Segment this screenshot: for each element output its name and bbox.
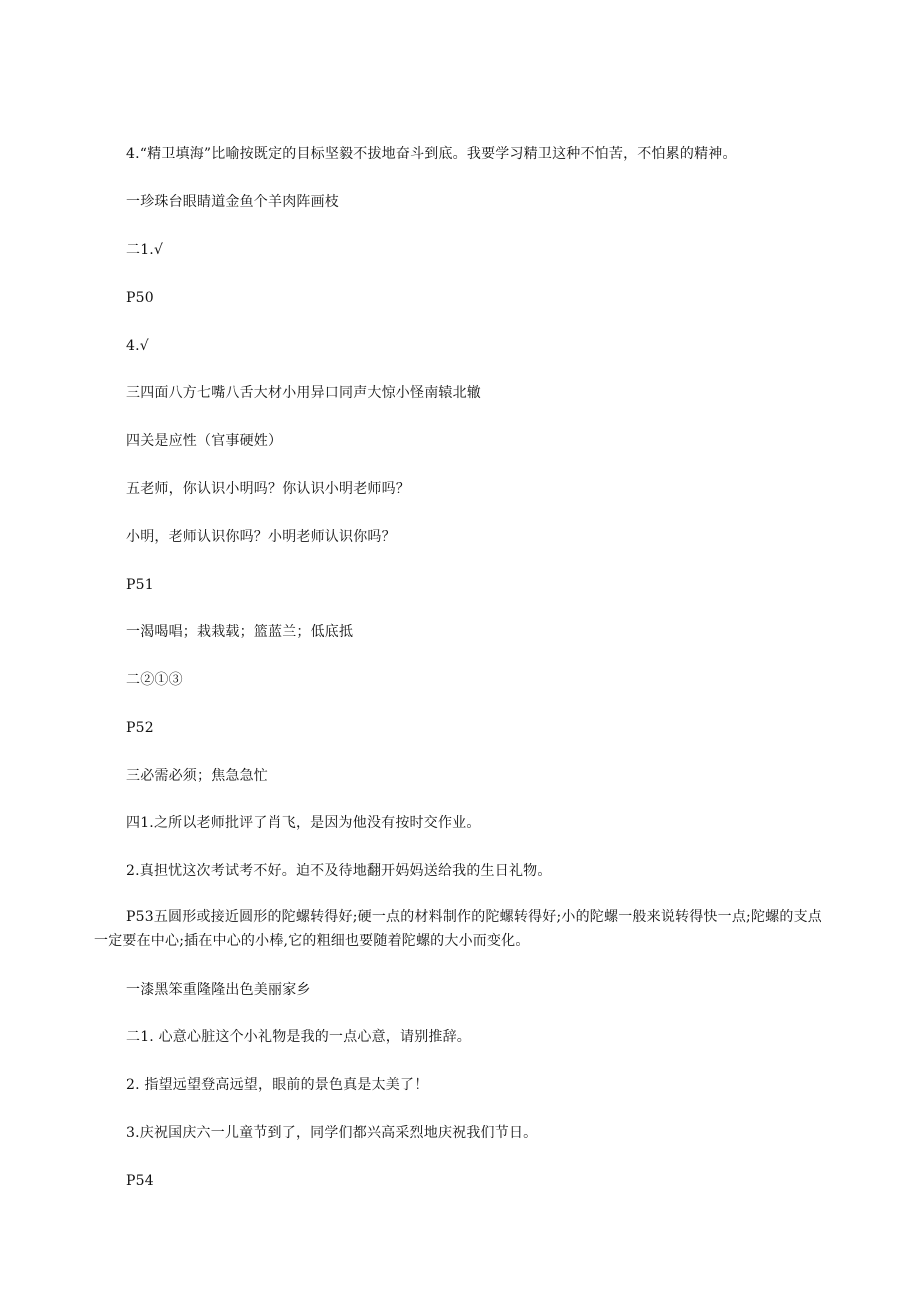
text-line-check-4: 4.√ <box>126 338 149 354</box>
text-line-section-3: 三必需必须；焦急急忙 <box>126 768 268 784</box>
text-line-qingzhu: 3.庆祝国庆六一儿童节到了，同学们都兴高采烈地庆祝我们节日。 <box>126 1125 538 1141</box>
text-line-section-2: 二1.√ <box>126 242 164 258</box>
page-label-p50: P50 <box>126 290 154 306</box>
text-line-homophones: 一渴喝唱；栽栽载；篮蓝兰；低底抵 <box>126 624 354 640</box>
text-line-xiaoming: 小明，老师认识你吗？小明老师认识你吗？ <box>126 529 396 545</box>
text-line-section-5: 五老师，你认识小明吗？你认识小明老师吗？ <box>126 481 410 497</box>
text-line-section-1: 一珍珠台眼睛道金鱼个羊肉阵画枝 <box>126 194 339 210</box>
text-line-zhiwang: 2. 指望远望登高远望，眼前的景色真是太美了！ <box>126 1077 429 1093</box>
page-label-p51: P51 <box>126 577 154 593</box>
paragraph-p53: P53五圆形或接近圆形的陀螺转得好;硬一点的材料制作的陀螺转得好;小的陀螺一般来说转得快一点;陀螺的支点一定要在中心;插在中心的小棒,它的粗细也要随着陀螺的大小而变化。 <box>94 909 822 949</box>
text-line-section-4: 四关是应性（官事硬姓） <box>126 433 283 449</box>
text-line-sentence-2: 2.真担忧这次考试考不好。迫不及待地翻开妈妈送给我的生日礼物。 <box>126 863 552 879</box>
text-line-sentence-1: 四1.之所以老师批评了肖飞，是因为他没有按时交作业。 <box>126 815 481 831</box>
text-line-words: 一漆黑笨重隆隆出色美丽家乡 <box>126 982 311 998</box>
text-line-xinyi: 二1. 心意心脏这个小礼物是我的一点心意，请别推辞。 <box>126 1029 472 1045</box>
page-label-p52: P52 <box>126 720 154 736</box>
text-line-jingwei: 4.“精卫填海”比喻按既定的目标坚毅不拔地奋斗到底。我要学习精卫这种不怕苦，不怕累的精神。 <box>126 146 737 162</box>
page-label-p54: P54 <box>126 1173 154 1189</box>
text-line-order: 二②①③ <box>126 672 183 688</box>
text-line-idioms: 三四面八方七嘴八舌大材小用异口同声大惊小怪南辕北辙 <box>126 385 481 401</box>
